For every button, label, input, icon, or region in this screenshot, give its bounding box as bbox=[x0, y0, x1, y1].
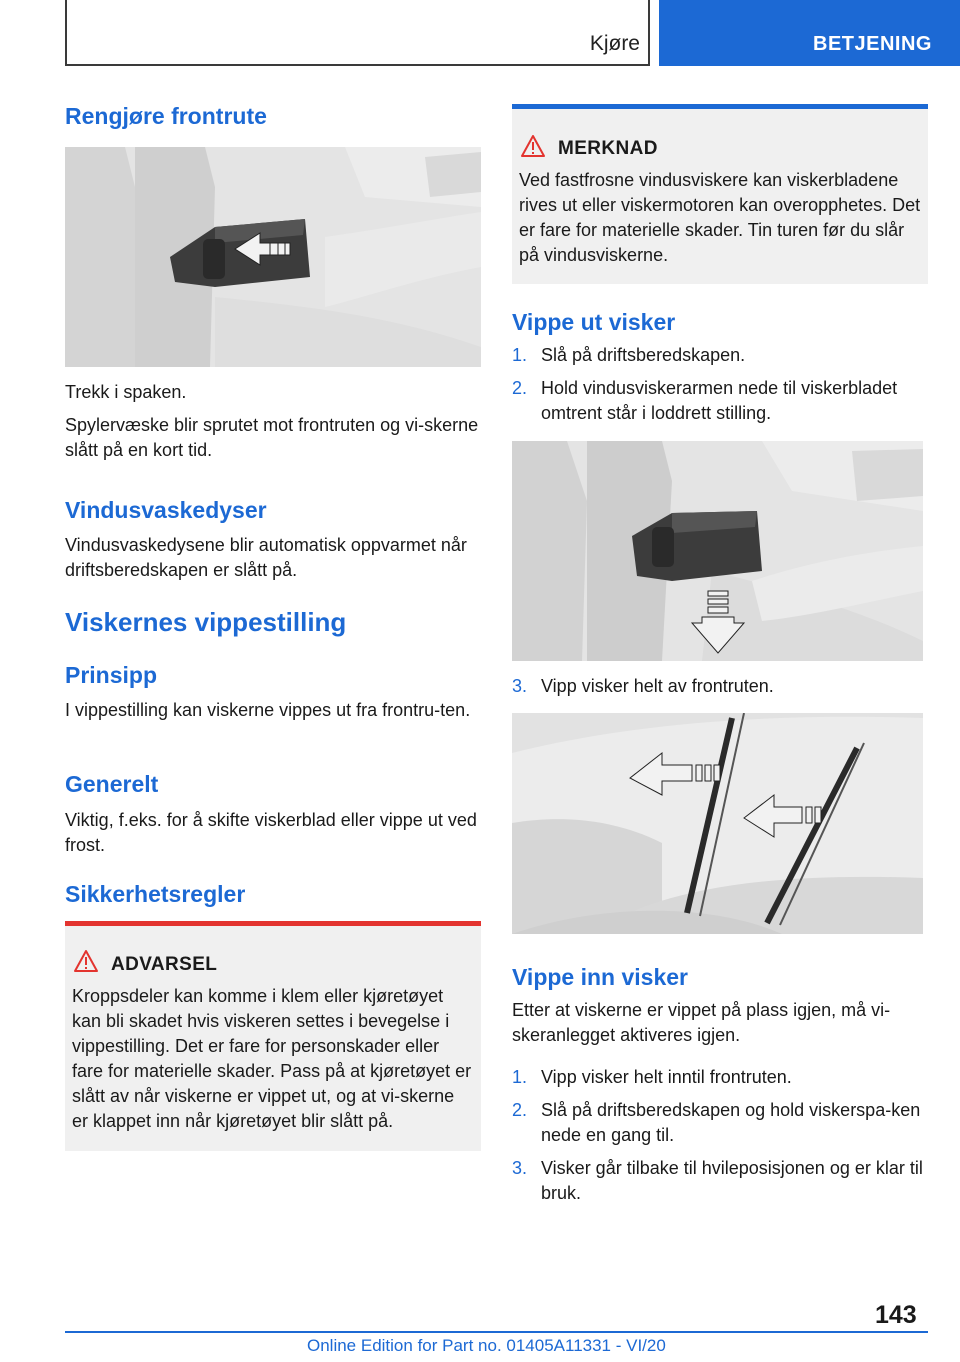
heading-principle: Prinsipp bbox=[65, 662, 158, 688]
steps-tilt-out-list-continued bbox=[512, 674, 928, 707]
heading-tilt-out: Vippe ut visker bbox=[512, 309, 676, 335]
list-item: 2. Slå på driftsberedskapen og hold viskerspa-ken nede en gang til. bbox=[512, 1100, 921, 1145]
heading-safety-rules: Sikkerhetsregler bbox=[65, 881, 246, 907]
illustration-wiper-stalk-down bbox=[512, 441, 923, 661]
heading-general: Generelt bbox=[65, 771, 159, 797]
text-washer-fluid: Spylervæske blir sprutet mot frontruten og vi-skerne slått på en kort tid. bbox=[65, 415, 479, 460]
text-pull-lever: Trekk i spaken. bbox=[65, 382, 187, 402]
steps-tilt-in-list bbox=[512, 1065, 928, 1214]
note-box bbox=[512, 104, 928, 284]
heading-windshield: Rengjøre frontrute bbox=[65, 103, 267, 129]
header-chapter-title: BETJENING bbox=[813, 33, 932, 55]
note-title: MERKNAD bbox=[558, 138, 658, 159]
list-item: 2. Hold vindusviskerarmen nede til viskerbladet omtrent står i loddrett stilling. bbox=[512, 378, 898, 423]
heading-tilt-in: Vippe inn visker bbox=[512, 964, 688, 990]
header-section-box bbox=[65, 0, 650, 66]
note-text: Ved fastfrosne vindusviskere kan viskerbladene rives ut eller viskermotoren kan overopphetes. Det er fare for materielle skader. Tin turen før du slår på vindusviskerne. bbox=[519, 170, 921, 265]
warning-box bbox=[65, 921, 481, 1151]
warning-triangle-icon bbox=[520, 134, 546, 158]
header-section-title: Kjøre bbox=[589, 32, 640, 55]
footer-edition: Online Edition for Part no. 01405A11331 - VI/20 bbox=[307, 1336, 666, 1355]
text-washer-nozzles: Vindusvaskedysene blir automatisk oppvarmet når driftsberedskapen er slått på. bbox=[65, 535, 467, 580]
illustration-wiper-stalk-pull bbox=[65, 147, 481, 367]
illustration-wipers-tilted-out bbox=[512, 713, 923, 934]
heading-tilt-position: Viskernes vippestilling bbox=[65, 607, 347, 637]
warning-title: ADVARSEL bbox=[111, 954, 218, 975]
page-number: 143 bbox=[875, 1301, 917, 1329]
heading-washer-nozzles: Vindusvaskedyser bbox=[65, 497, 267, 523]
list-item: 3. Visker går tilbake til hvileposisjonen og er klar til bruk. bbox=[512, 1158, 923, 1203]
text-general: Viktig, f.eks. for å skifte viskerblad eller vippe ut ved frost. bbox=[65, 810, 477, 855]
list-item: 1. Slå på driftsberedskapen. bbox=[512, 345, 746, 365]
list-item: 1. Vipp visker helt inntil frontruten. bbox=[512, 1067, 792, 1087]
warning-text: Kroppsdeler kan komme i klem eller kjøretøyet kan bli skadet hvis viskeren settes i bevegelse i vippestilling. Det er fare for personskader eller fare for materielle skader. Pass på at kjøretøyet er slått av når viskerne er vippet ut, og at vi-skerne er klappet inn når kjøretøyet blir slått på. bbox=[72, 986, 472, 1131]
text-principle: I vippestilling kan viskerne vippes ut fra frontru-ten. bbox=[65, 700, 471, 720]
header-chapter-box bbox=[659, 0, 960, 66]
list-item: 3. Vipp visker helt av frontruten. bbox=[512, 676, 774, 696]
warning-triangle-icon bbox=[73, 949, 99, 973]
steps-tilt-out-list bbox=[512, 343, 928, 434]
text-tilt-in-intro: Etter at viskerne er vippet på plass igjen, må vi-skeranlegget aktiveres igjen. bbox=[512, 1000, 891, 1045]
footer-divider bbox=[65, 1331, 928, 1333]
